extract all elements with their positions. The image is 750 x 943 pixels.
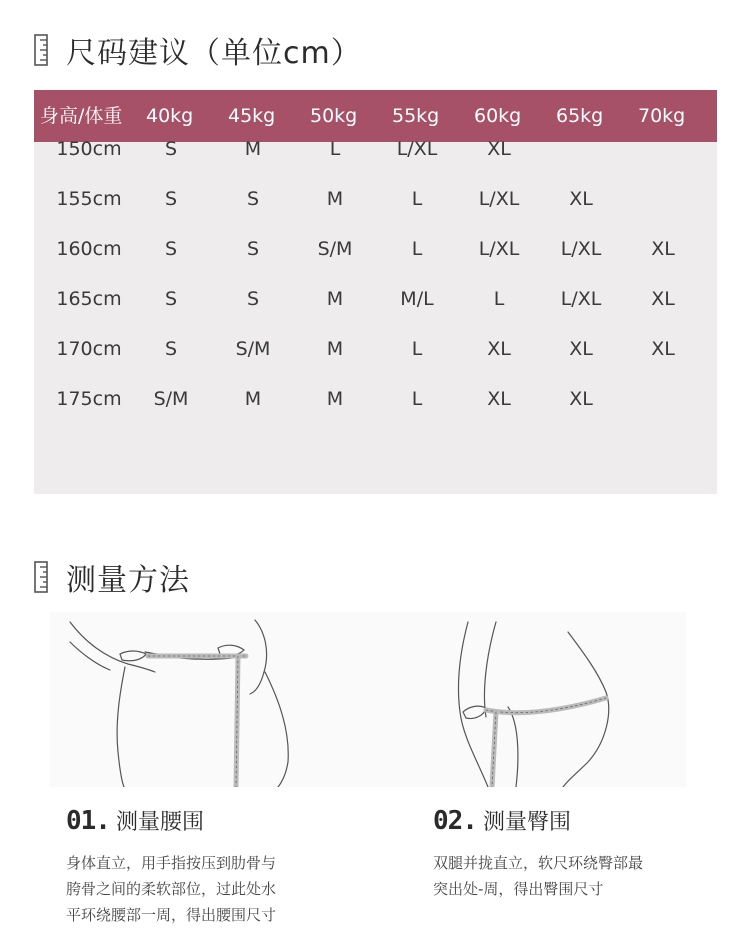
step-name: 测量臀围: [482, 810, 571, 835]
size-cell: S: [246, 238, 260, 260]
size-cell: S/M: [317, 238, 353, 260]
size-cell: M: [326, 188, 344, 210]
table-row: [34, 284, 717, 314]
height-cell: 150cm: [56, 138, 122, 160]
table-body: [34, 138, 717, 494]
height-cell: 160cm: [56, 238, 122, 260]
size-cell: L: [329, 138, 341, 160]
height-cell: 170cm: [56, 338, 122, 360]
size-cell: XL: [569, 188, 593, 210]
size-cell: M: [244, 388, 262, 410]
ruler-icon: [34, 561, 48, 593]
size-cell: L: [411, 338, 423, 360]
size-cell: S: [246, 288, 260, 310]
size-cell: S: [164, 188, 178, 210]
size-cell: XL: [651, 338, 675, 360]
step-2-description: [433, 850, 703, 902]
waist-measure-illustration: [50, 612, 368, 787]
page-title: 尺码建议（单位cm）: [66, 36, 362, 71]
hip-measure-illustration: [368, 612, 686, 787]
table-row: [34, 334, 717, 364]
size-cell: XL: [569, 388, 593, 410]
table-row: [34, 234, 717, 264]
step-name: 测量腰围: [115, 810, 204, 835]
size-cell: M/L: [400, 288, 434, 310]
size-cell: L: [493, 288, 505, 310]
measure-section-title: [34, 555, 190, 599]
height-cell: 165cm: [56, 288, 122, 310]
size-cell: XL: [569, 338, 593, 360]
size-cell: S: [246, 188, 260, 210]
size-cell: L/XL: [560, 238, 602, 260]
table-row: [34, 184, 717, 214]
step-2-heading: [433, 805, 571, 836]
size-section-title: [34, 28, 362, 72]
size-cell: XL: [487, 338, 511, 360]
size-cell: L/XL: [478, 238, 520, 260]
header-cell: 65kg: [556, 105, 604, 127]
size-cell: L/XL: [478, 188, 520, 210]
section-heading: 测量方法: [66, 563, 190, 598]
size-cell: XL: [651, 238, 675, 260]
size-cell: S: [164, 138, 178, 160]
size-cell: XL: [487, 388, 511, 410]
step-number: 01.: [66, 806, 110, 836]
size-cell: L: [411, 388, 423, 410]
step-1-heading: [66, 805, 204, 836]
header-cell: 70kg: [638, 105, 686, 127]
desc-line: 身体直立，用手指按压到肋骨与: [66, 854, 277, 872]
size-cell: S/M: [153, 388, 189, 410]
desc-line: 平环绕腰部一周，得出腰围尺寸: [66, 906, 277, 924]
size-table: [34, 90, 717, 494]
size-cell: M: [326, 338, 344, 360]
size-cell: XL: [487, 138, 511, 160]
header-cell: 身高/体重: [40, 105, 123, 127]
size-cell: M: [326, 288, 344, 310]
height-cell: 155cm: [56, 188, 122, 210]
size-cell: S: [164, 338, 178, 360]
height-cell: 175cm: [56, 388, 122, 410]
size-cell: S/M: [235, 338, 271, 360]
header-cell: 40kg: [146, 105, 194, 127]
size-cell: S: [164, 288, 178, 310]
size-cell: M: [244, 138, 262, 160]
header-cell: 60kg: [474, 105, 522, 127]
header-cell: 55kg: [392, 105, 440, 127]
size-cell: L/XL: [560, 288, 602, 310]
header-cell: 50kg: [310, 105, 358, 127]
size-cell: S: [164, 238, 178, 260]
size-cell: L: [411, 238, 423, 260]
size-cell: L/XL: [396, 138, 438, 160]
header-cell: 45kg: [228, 105, 276, 127]
size-cell: M: [326, 388, 344, 410]
desc-line: 胯骨之间的柔软部位，过此处水: [66, 880, 277, 898]
size-cell: L: [411, 188, 423, 210]
table-row: [34, 134, 717, 164]
table-row: [34, 384, 717, 414]
step-number: 02.: [433, 806, 477, 836]
desc-line: 突出处-周，得出臀围尺寸: [433, 880, 604, 898]
ruler-icon: [34, 34, 48, 66]
size-cell: XL: [651, 288, 675, 310]
desc-line: 双腿并拢直立，软尺环绕臀部最: [433, 854, 644, 872]
step-1-description: [66, 850, 336, 928]
